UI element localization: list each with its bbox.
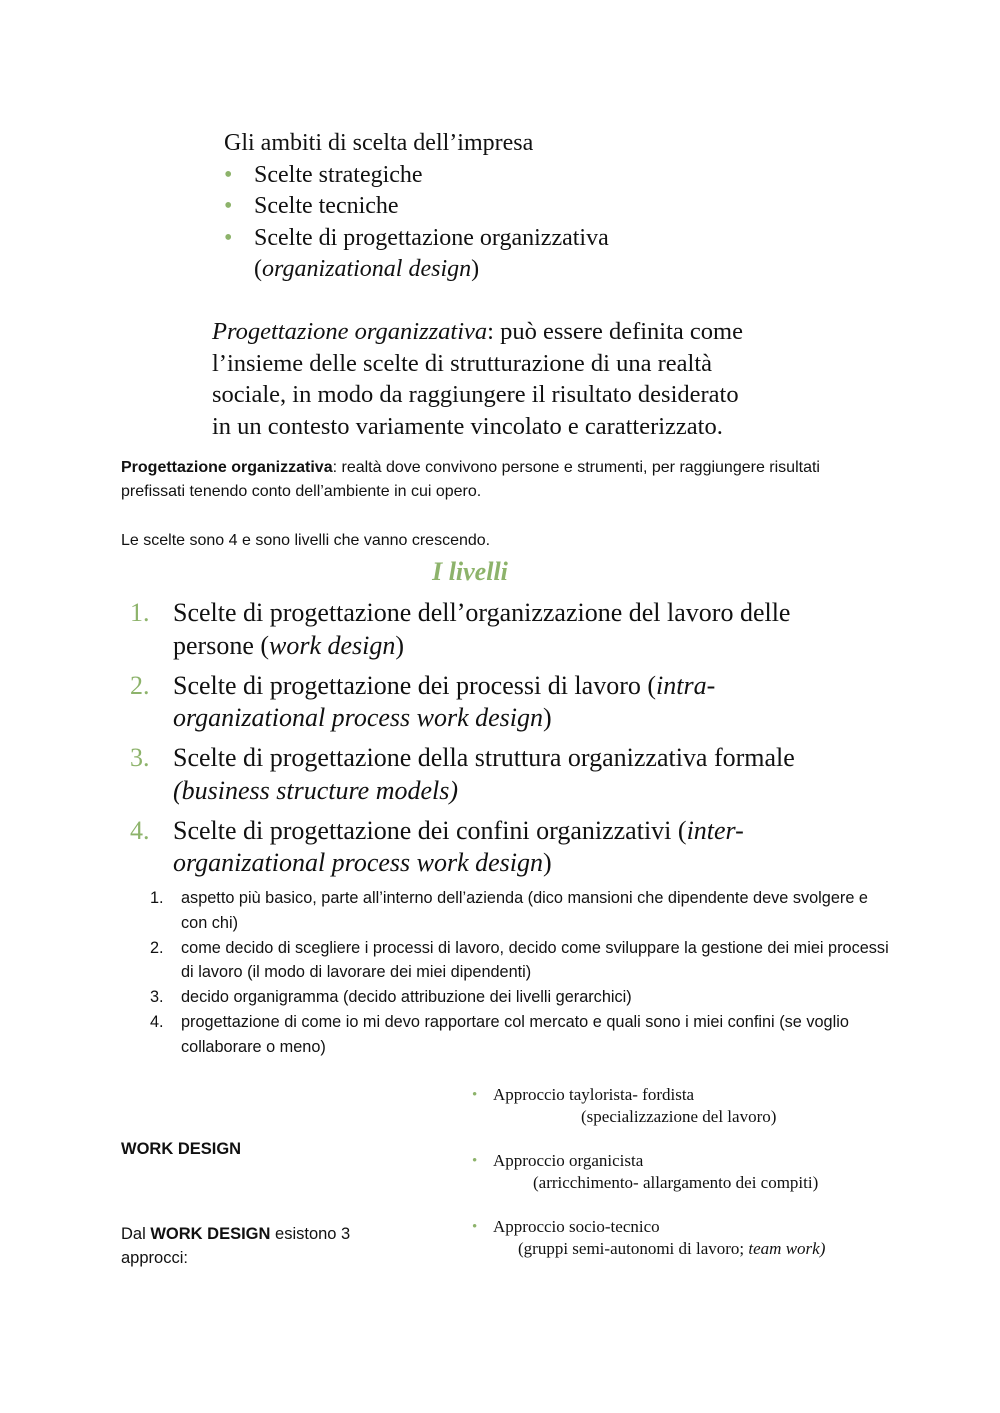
definition-line [212,316,872,348]
detail-text: (gruppi semi-autonomi di lavoro; [518,1239,749,1258]
level-item [130,742,830,807]
level-text-end: ) [543,703,552,732]
level-text: Scelte di progettazione dei confini organizzativi ( [173,815,687,845]
note-bold-term: Progettazione organizzativa [121,459,333,476]
approach-item [472,1084,892,1128]
level-italic: (business structure models) [173,775,459,805]
list-number: 1. [150,889,164,907]
bullet-dot-icon: • [224,224,233,251]
list-item [150,936,890,985]
level-text: Scelte di progettazione della struttura organizzativa formale [173,743,795,772]
bullet-item [224,223,864,255]
definition-line: in un contesto variamente vincolato e caratterizzato. [212,412,723,440]
bullet-dot-icon: • [472,1219,478,1235]
level-number: 4. [130,815,150,845]
approach-detail [493,1172,892,1194]
approach-item [472,1150,892,1194]
level-item [130,815,830,880]
level-text-end: ) [543,848,552,877]
level-italic: inter-organizational process work design [173,815,744,877]
definition-term: Progettazione organizzativa [212,318,488,345]
bullet-continuation [224,254,864,286]
list-text: aspetto più basico, parte all’interno dell’azienda (dico mansioni che dipendente deve svolgere e con chi) [181,889,868,932]
level-number: 2. [130,670,150,700]
list-number: 4. [150,1013,164,1031]
approach-name: Approccio organicista [493,1151,644,1170]
approaches-list [472,1084,892,1260]
levels-list [130,597,830,887]
paren-open: ( [254,256,262,282]
note-text: : realtà dove convivono persone e strumenti, per raggiungere risultati prefissati tenendo conto dell’ambiente in cui opero. [121,459,820,500]
level-text: Scelte di progettazione dell’organizzazione del lavoro delle persone ( [173,598,791,660]
definition-line: sociale, in modo da raggiungere il risultato desiderato [212,381,739,408]
bullet-text: Scelte strategiche [254,161,423,188]
bullet-item [224,191,864,223]
list-text: progettazione di come io mi devo rapportare col mercato e quali sono i miei confini (se voglio collaborare o meno) [181,1013,849,1056]
paren-close: ) [471,256,480,282]
note-paragraph [121,456,881,504]
approach-name: Approccio socio-tecnico [493,1217,660,1236]
slide-choices-block [224,128,864,286]
detail-text: (specializzazione del lavoro) [581,1107,777,1126]
definition-block [212,316,872,442]
bullet-text: Scelte tecniche [254,193,399,219]
bullet-item [224,160,864,192]
bullet-text: Scelte di progettazione organizzativa [254,224,609,251]
detail-text: (arricchimento- allargamento dei compiti) [533,1173,819,1192]
list-number: 2. [150,938,164,957]
list-item [150,1010,890,1059]
detail-italic: team work) [748,1239,826,1258]
section-title: I livelli [432,557,508,586]
level-italic: intra-organizational process work design [173,670,716,732]
level-item [130,670,830,735]
list-number: 3. [150,988,164,1006]
approach-item [472,1216,892,1260]
work-design-heading: WORK DESIGN [121,1140,242,1158]
bullet-dot-icon: • [472,1087,478,1103]
definition-line: l’insieme delle scelte di strutturazione di una realtà [212,349,713,377]
level-text-end: ) [395,630,405,660]
list-text: decido organigramma (decido attribuzione dei livelli gerarchici) [181,988,632,1006]
definition-text: : può essere definita come [487,318,743,345]
bullet-dot-icon: • [472,1153,478,1169]
level-italic: work design [269,630,396,660]
approach-detail [493,1106,892,1128]
text-pre: Dal [121,1225,151,1243]
bullet-dot-icon: • [224,161,233,188]
explanation-list [150,886,890,1060]
italic-term: organizational design [262,256,472,282]
slide-title: Gli ambiti di scelta dell’impresa [224,130,534,156]
bullet-dot-icon: • [224,193,233,219]
level-text: Scelte di progettazione dei processi di lavoro ( [173,670,657,700]
list-text: come decido di scegliere i processi di lavoro, decido come sviluppare la gestione dei miei processi di lavoro (il modo di lavorare dei miei dipendenti) [181,938,889,981]
approach-name: Approccio taylorista- fordista [493,1085,695,1104]
work-design-text [121,1222,421,1270]
list-item [150,886,890,935]
text-bold: WORK DESIGN [150,1225,271,1243]
list-item [150,985,890,1010]
text-post: esistono 3 approcci: [121,1225,351,1267]
level-item [130,597,830,662]
approach-detail [493,1238,892,1260]
level-number: 1. [130,598,150,627]
note-paragraph: Le scelte sono 4 e sono livelli che vanno crescendo. [121,532,491,549]
level-number: 3. [130,743,150,772]
